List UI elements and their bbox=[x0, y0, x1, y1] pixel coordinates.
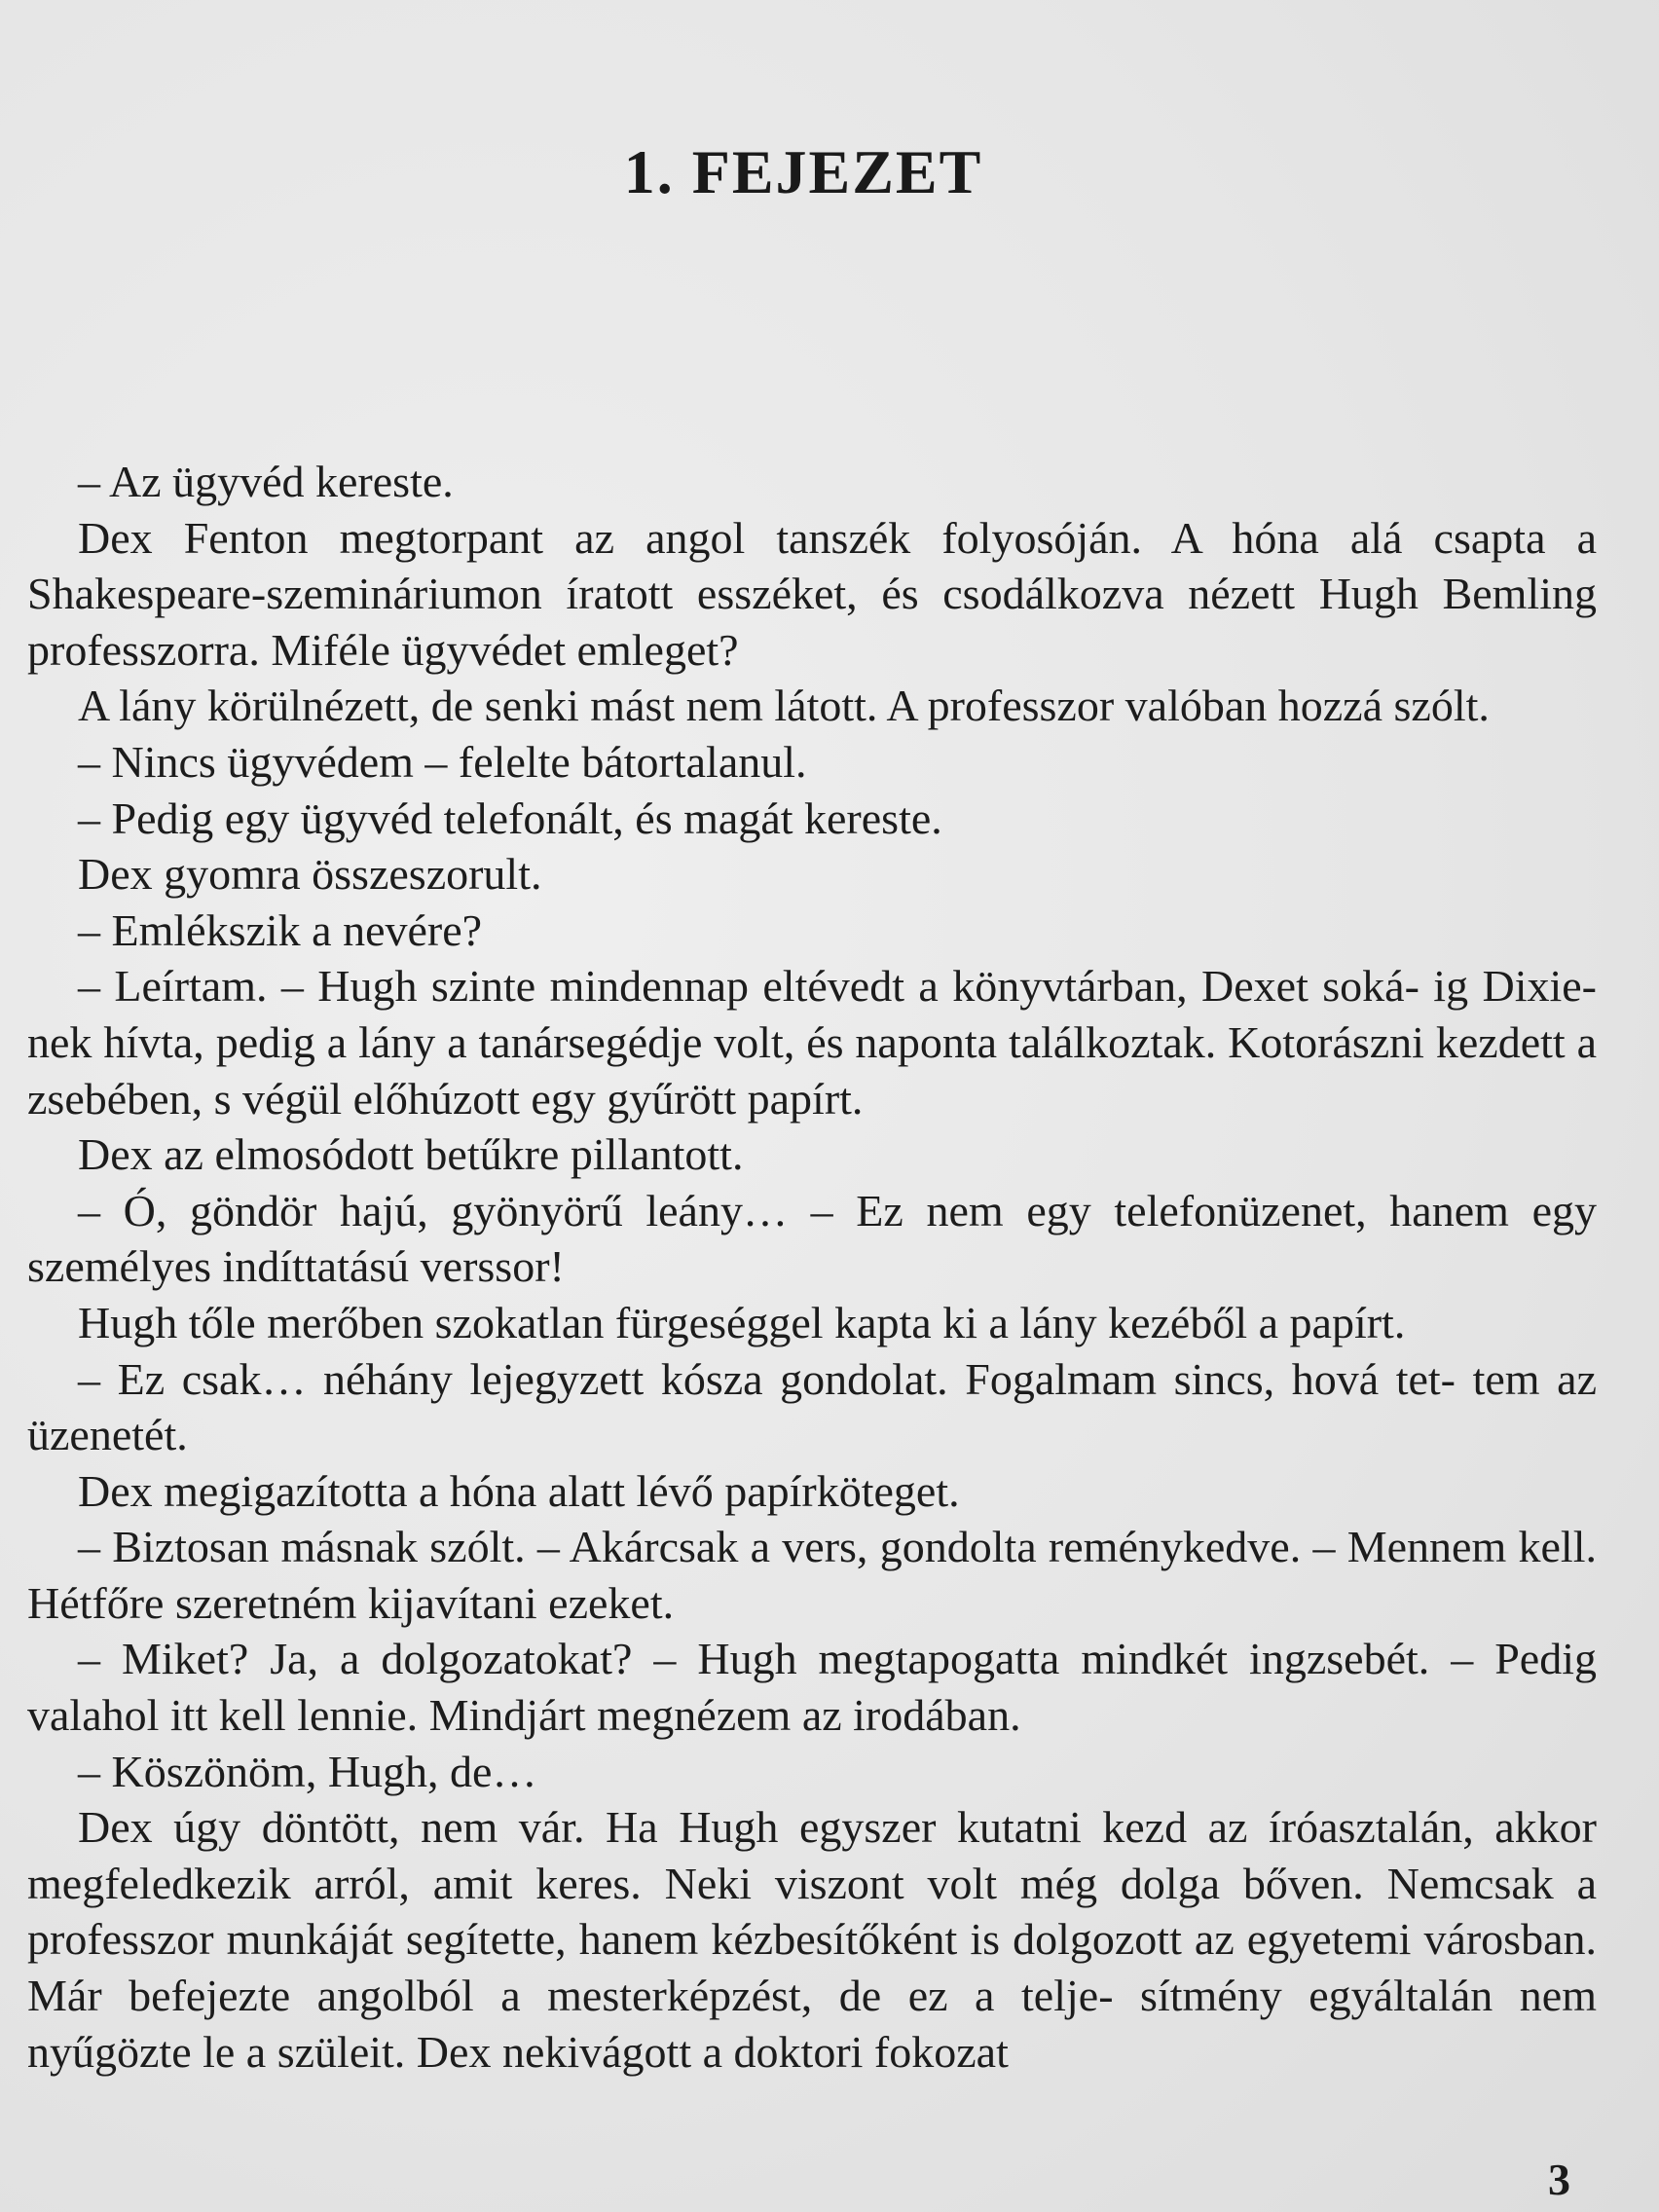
paragraph: – Ó, göndör hajú, gyönyörű leány… – Ez nem egy telefonüzenet, hanem egy személyes indíttatású verssor! bbox=[27, 1185, 1597, 1292]
paragraph: Dex gyomra összeszorult. bbox=[78, 849, 542, 900]
paragraph: Dex az elmosódott betűkre pillantott. bbox=[78, 1129, 744, 1180]
paragraph: – Köszönöm, Hugh, de… bbox=[78, 1746, 537, 1796]
body-text bbox=[27, 454, 1597, 2080]
paragraph: – Miket? Ja, a dolgozatokat? – Hugh megtapogatta mindkét ingzsebét. – Pedig valahol itt kell lennie. Mindjárt megnézem az irodában. bbox=[27, 1634, 1597, 1741]
paragraph: Dex megigazította a hóna alatt lévő papírköteget. bbox=[78, 1465, 960, 1516]
chapter-title: 1. FEJEZET bbox=[623, 137, 983, 206]
page-number: 3 bbox=[1548, 2155, 1570, 2204]
paragraph: – Ez csak… néhány lejegyzett kósza gondolat. Fogalmam sincs, hová tet- tem az üzenetét. bbox=[27, 1353, 1597, 1460]
paragraph: – Leírtam. – Hugh szinte mindennap eltévedt a könyvtárban, Dexet soká- ig Dixie-nek hívta, pedig a lány a tanársegédje volt, és naponta találkoztak. Kotorászni kezdett a zsebében, s végül előhúzott egy gyűrött papírt. bbox=[27, 961, 1597, 1124]
paragraph: Dex úgy döntött, nem vár. Ha Hugh egyszer kutatni kezd az íróasztalán, akkor megfeledkezik arról, amit keres. Neki viszont volt még dolga bőven. Nemcsak a professzor munkáját segítette, hanem kézbesítőként is dolgozott az egyetemi városban. Már befejezte angolból a mesterképzést, de ez a telje- sítmény egyáltalán nem nyűgözte le a szüleit. Dex nekivágott a doktori fokozat bbox=[27, 1802, 1597, 2077]
paragraph: – Emlékszik a nevére? bbox=[78, 904, 483, 955]
paragraph: – Pedig egy ügyvéd telefonált, és magát kereste. bbox=[78, 793, 942, 843]
paragraph: Dex Fenton megtorpant az angol tanszék folyosóján. A hóna alá csapta a Shakespeare-szemináriumon íratott esszéket, és csodálkozva nézett Hugh Bemling professzorra. Miféle ügyvédet emleget? bbox=[27, 512, 1597, 675]
paragraph: – Az ügyvéd kereste. bbox=[78, 457, 454, 506]
paragraph: Hugh tőle merőben szokatlan fürgeséggel kapta ki a lány kezéből a papírt. bbox=[78, 1297, 1406, 1347]
paragraph: A lány körülnézett, de senki mást nem látott. A professzor valóban hozzá szólt. bbox=[78, 681, 1490, 731]
paragraph: – Biztosan másnak szólt. – Akárcsak a vers, gondolta reménykedve. – Mennem kell. Hétfőre szeretném kijavítani ezeket. bbox=[27, 1522, 1597, 1628]
paragraph: – Nincs ügyvédem – felelte bátortalanul. bbox=[78, 736, 807, 787]
